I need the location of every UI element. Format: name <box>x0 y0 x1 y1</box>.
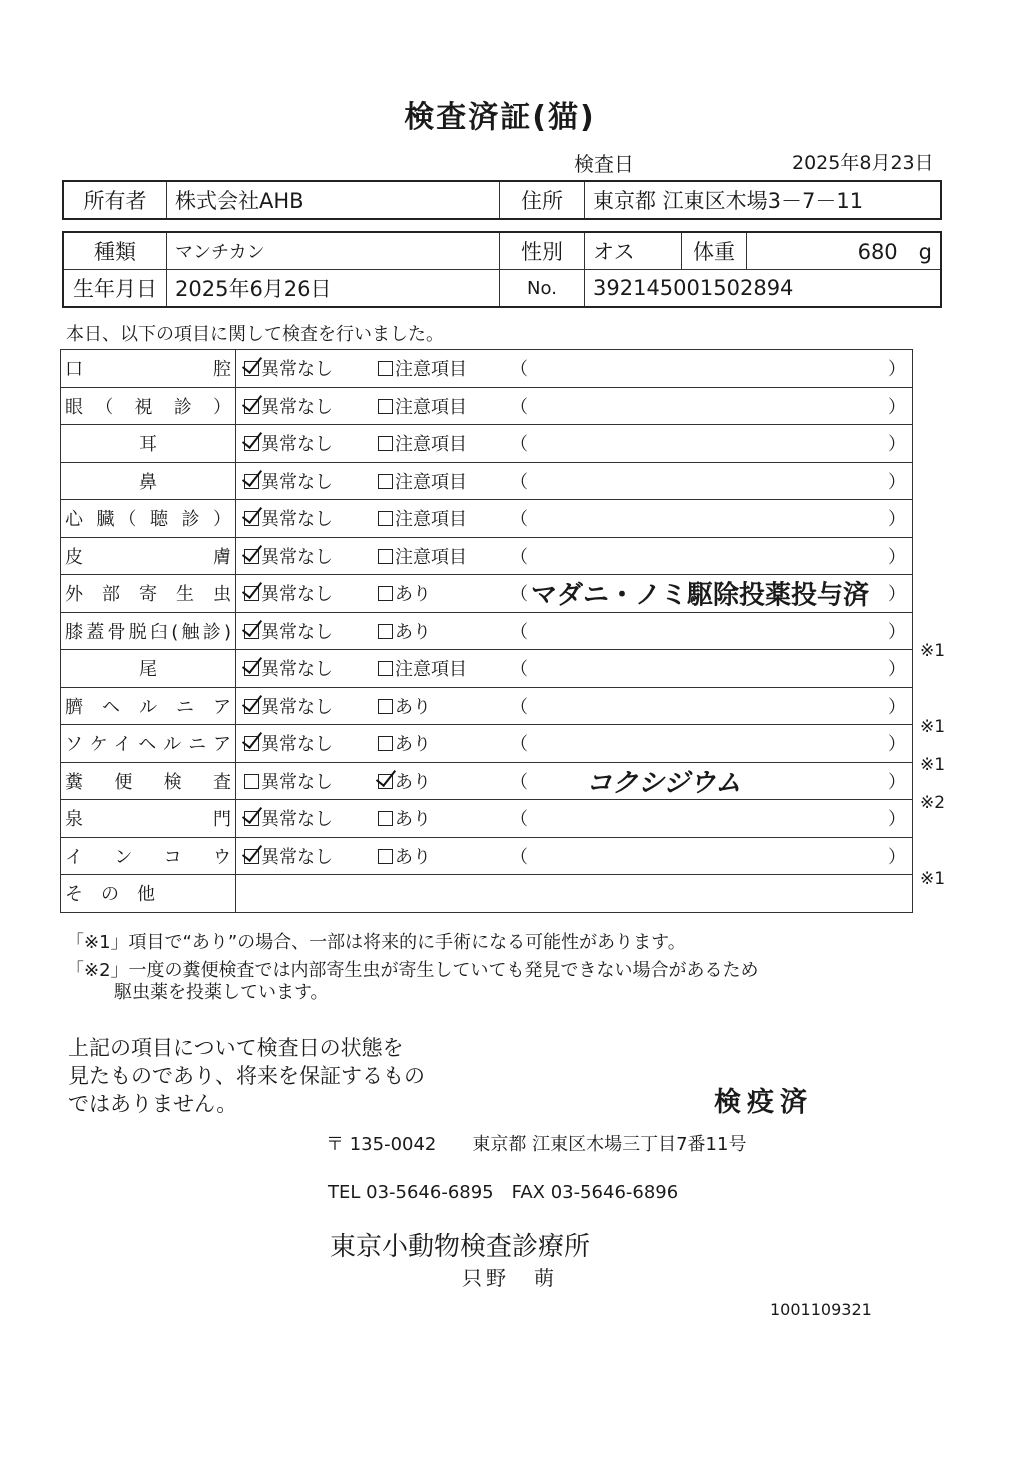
paren-open: （ <box>510 471 528 493</box>
paren-open: （ <box>510 734 528 756</box>
no-value: 392145001502894 <box>585 270 942 308</box>
checkbox-abnormal[interactable] <box>378 699 393 714</box>
weight-label: 体重 <box>682 232 747 270</box>
inspection-item-label: 泉 門 <box>61 800 236 838</box>
normal-option[interactable]: 異常なし <box>244 805 333 831</box>
checkbox-abnormal[interactable] <box>378 474 393 489</box>
paren-open: （ <box>510 659 528 681</box>
exam-date: 2025年8月23日 <box>792 152 934 174</box>
footnote-mark: ※1 <box>920 717 946 737</box>
owner-label: 所有者 <box>63 181 167 219</box>
inspection-item-label: ソケイヘルニア <box>61 725 236 763</box>
inspection-row <box>61 762 913 800</box>
inspection-row <box>61 425 913 463</box>
normal-option[interactable]: 異常なし <box>244 655 333 681</box>
inspection-result <box>236 575 913 613</box>
inspection-item-label: 膝蓋骨脱臼(触診) <box>61 612 236 650</box>
checkbox-normal[interactable] <box>244 474 259 489</box>
inspection-result <box>236 762 913 800</box>
inspection-result <box>236 500 913 538</box>
normal-option[interactable]: 異常なし <box>244 843 333 869</box>
sex-label: 性別 <box>500 232 585 270</box>
sex-value: オス <box>585 232 682 270</box>
paren-close: ） <box>888 584 906 606</box>
checkbox-abnormal[interactable] <box>378 436 393 451</box>
inspection-note: コクシジウム <box>586 768 742 799</box>
inspected-stamp: 検疫済 <box>714 1087 813 1118</box>
inspection-result <box>236 612 913 650</box>
paren-close: ） <box>888 659 906 681</box>
inspection-result <box>236 350 913 388</box>
type-value: マンチカン <box>167 232 500 270</box>
inspection-item-label: 糞 便 検 査 <box>61 762 236 800</box>
paren-open: （ <box>510 509 528 531</box>
normal-option[interactable]: 異常なし <box>244 468 333 494</box>
abnormal-option[interactable]: あり <box>378 843 431 869</box>
inspection-result <box>236 725 913 763</box>
paren-close: ） <box>888 734 906 756</box>
checkbox-abnormal[interactable] <box>378 774 393 789</box>
checkbox-normal[interactable] <box>244 511 259 526</box>
phone-fax: TEL 03-5646-6895 FAX 03-5646-6896 <box>328 1182 679 1203</box>
inspection-table <box>60 349 913 913</box>
checkbox-abnormal[interactable] <box>378 736 393 751</box>
abnormal-option[interactable]: あり <box>378 768 431 794</box>
checkbox-normal[interactable] <box>244 849 259 864</box>
checkbox-normal[interactable] <box>244 661 259 676</box>
inspection-item-label: 鼻 <box>61 462 236 500</box>
other-value[interactable] <box>236 875 913 913</box>
inspection-result <box>236 650 913 688</box>
paren-close: ） <box>888 546 906 568</box>
paren-close: ） <box>888 809 906 831</box>
inspection-item-label: 尾 <box>61 650 236 688</box>
other-label: そ の 他 <box>61 875 236 913</box>
footnote-2-line-2: 駆虫薬を投薬しています。 <box>114 982 329 1003</box>
dob-value: 2025年6月26日 <box>167 270 500 308</box>
owner-table <box>62 180 942 220</box>
checkbox-abnormal[interactable] <box>378 624 393 639</box>
paren-open: （ <box>510 771 528 793</box>
abnormal-option[interactable]: 注意項目 <box>378 430 467 456</box>
footnote-mark: ※1 <box>920 869 946 889</box>
inspection-item-label: イ ン コ ウ <box>61 837 236 875</box>
abnormal-option[interactable]: 注意項目 <box>378 468 467 494</box>
clinic-name: 東京小動物検査診療所 <box>330 1232 591 1262</box>
checkbox-abnormal[interactable] <box>378 849 393 864</box>
paren-close: ） <box>888 621 906 643</box>
checkbox-abnormal[interactable] <box>378 511 393 526</box>
checkbox-normal[interactable] <box>244 549 259 564</box>
paren-open: （ <box>510 359 528 381</box>
paren-close: ） <box>888 509 906 531</box>
inspection-result <box>236 537 913 575</box>
certificate-title: 検査済証(猫) <box>404 100 596 135</box>
abnormal-option[interactable]: あり <box>378 693 431 719</box>
inspection-item-label: 皮 膚 <box>61 537 236 575</box>
exam-date-label: 検査日 <box>574 152 634 176</box>
inspection-item-label: 耳 <box>61 425 236 463</box>
certificate-number: 1001109321 <box>770 1300 872 1319</box>
weight-value: 680 g <box>747 232 942 270</box>
footnote-2-line-1: 「※2」一度の糞便検査では内部寄生虫が寄生していても発見できない場合があるため <box>66 960 759 981</box>
postal-address: 〒 135-0042 東京都 江東区木場三丁目7番11号 <box>326 1134 747 1155</box>
inspection-row <box>61 800 913 838</box>
inspection-row <box>61 612 913 650</box>
paren-open: （ <box>510 846 528 868</box>
owner-value: 株式会社AHB <box>167 181 500 219</box>
normal-option[interactable]: 異常なし <box>244 768 333 794</box>
normal-option[interactable]: 異常なし <box>244 505 333 531</box>
paren-open: （ <box>510 696 528 718</box>
abnormal-option[interactable]: 注意項目 <box>378 355 467 381</box>
abnormal-option[interactable]: あり <box>378 618 431 644</box>
inspection-result <box>236 462 913 500</box>
inspection-row <box>61 650 913 688</box>
type-label: 種類 <box>63 232 167 270</box>
inspection-item-label: 眼 （ 視 診 ） <box>61 387 236 425</box>
checkbox-abnormal[interactable] <box>378 586 393 601</box>
checkbox-normal[interactable] <box>244 811 259 826</box>
abnormal-option[interactable]: あり <box>378 730 431 756</box>
abnormal-option[interactable]: 注意項目 <box>378 505 467 531</box>
footnote-mark: ※1 <box>920 755 946 775</box>
inspection-row <box>61 725 913 763</box>
inspection-row <box>61 500 913 538</box>
checkbox-normal[interactable] <box>244 399 259 414</box>
paren-close: ） <box>888 396 906 418</box>
footnote-mark: ※1 <box>920 641 946 661</box>
abnormal-option[interactable]: あり <box>378 805 431 831</box>
paren-close: ） <box>888 771 906 793</box>
paren-open: （ <box>510 546 528 568</box>
footnote-mark: ※2 <box>920 793 946 813</box>
paren-open: （ <box>510 809 528 831</box>
checkbox-abnormal[interactable] <box>378 811 393 826</box>
checkbox-normal[interactable] <box>244 774 259 789</box>
intro-text: 本日、以下の項目に関して検査を行いました。 <box>66 324 444 345</box>
inspection-row <box>61 350 913 388</box>
normal-option[interactable]: 異常なし <box>244 393 333 419</box>
checkbox-normal[interactable] <box>244 361 259 376</box>
normal-option[interactable]: 異常なし <box>244 580 333 606</box>
checkbox-normal[interactable] <box>244 736 259 751</box>
paren-close: ） <box>888 359 906 381</box>
dob-label: 生年月日 <box>63 270 167 308</box>
inspection-result <box>236 425 913 463</box>
inspection-row <box>61 537 913 575</box>
checkbox-abnormal[interactable] <box>378 549 393 564</box>
no-label: No. <box>500 270 585 308</box>
inspection-item-label: 心 臓（ 聴 診 ） <box>61 500 236 538</box>
inspection-result <box>236 687 913 725</box>
paren-close: ） <box>888 696 906 718</box>
inspection-row <box>61 575 913 613</box>
inspection-row <box>61 687 913 725</box>
normal-option[interactable]: 異常なし <box>244 355 333 381</box>
paren-close: ） <box>888 846 906 868</box>
normal-option[interactable]: 異常なし <box>244 693 333 719</box>
disclaimer: 上記の項目について検査日の状態を 見たものであり、将来を保証するもの ではありません。 <box>68 1036 425 1116</box>
normal-option[interactable]: 異常なし <box>244 618 333 644</box>
inspection-item-label: 外 部 寄 生 虫 <box>61 575 236 613</box>
inspection-result <box>236 837 913 875</box>
checkbox-abnormal[interactable] <box>378 361 393 376</box>
abnormal-option[interactable]: あり <box>378 580 431 606</box>
inspection-item-label: 口 腔 <box>61 350 236 388</box>
address-label: 住所 <box>500 181 585 219</box>
checkbox-abnormal[interactable] <box>378 399 393 414</box>
inspection-item-label: 臍 ヘ ル ニ ア <box>61 687 236 725</box>
paren-open: （ <box>510 396 528 418</box>
checkbox-normal[interactable] <box>244 624 259 639</box>
inspection-result <box>236 800 913 838</box>
checkbox-normal[interactable] <box>244 699 259 714</box>
inspection-row <box>61 387 913 425</box>
normal-option[interactable]: 異常なし <box>244 730 333 756</box>
paren-open: （ <box>510 621 528 643</box>
inspection-note: マダニ・ノミ駆除投薬投与済 <box>531 580 870 611</box>
inspection-row <box>61 462 913 500</box>
inspection-row <box>61 837 913 875</box>
checkbox-abnormal[interactable] <box>378 661 393 676</box>
inspection-result <box>236 387 913 425</box>
abnormal-option[interactable]: 注意項目 <box>378 655 467 681</box>
address-value: 東京都 江東区木場3－7－11 <box>585 181 942 219</box>
checkbox-normal[interactable] <box>244 586 259 601</box>
inspector-name: 只野 萌 <box>462 1266 558 1290</box>
normal-option[interactable]: 異常なし <box>244 430 333 456</box>
paren-open: （ <box>510 584 528 606</box>
pet-table <box>62 231 942 308</box>
checkbox-normal[interactable] <box>244 436 259 451</box>
paren-close: ） <box>888 434 906 456</box>
normal-option[interactable]: 異常なし <box>244 543 333 569</box>
abnormal-option[interactable]: 注意項目 <box>378 543 467 569</box>
abnormal-option[interactable]: 注意項目 <box>378 393 467 419</box>
footnote-1: 「※1」項目で“あり”の場合、一部は将来的に手術になる可能性があります。 <box>66 932 686 953</box>
paren-open: （ <box>510 434 528 456</box>
paren-close: ） <box>888 471 906 493</box>
